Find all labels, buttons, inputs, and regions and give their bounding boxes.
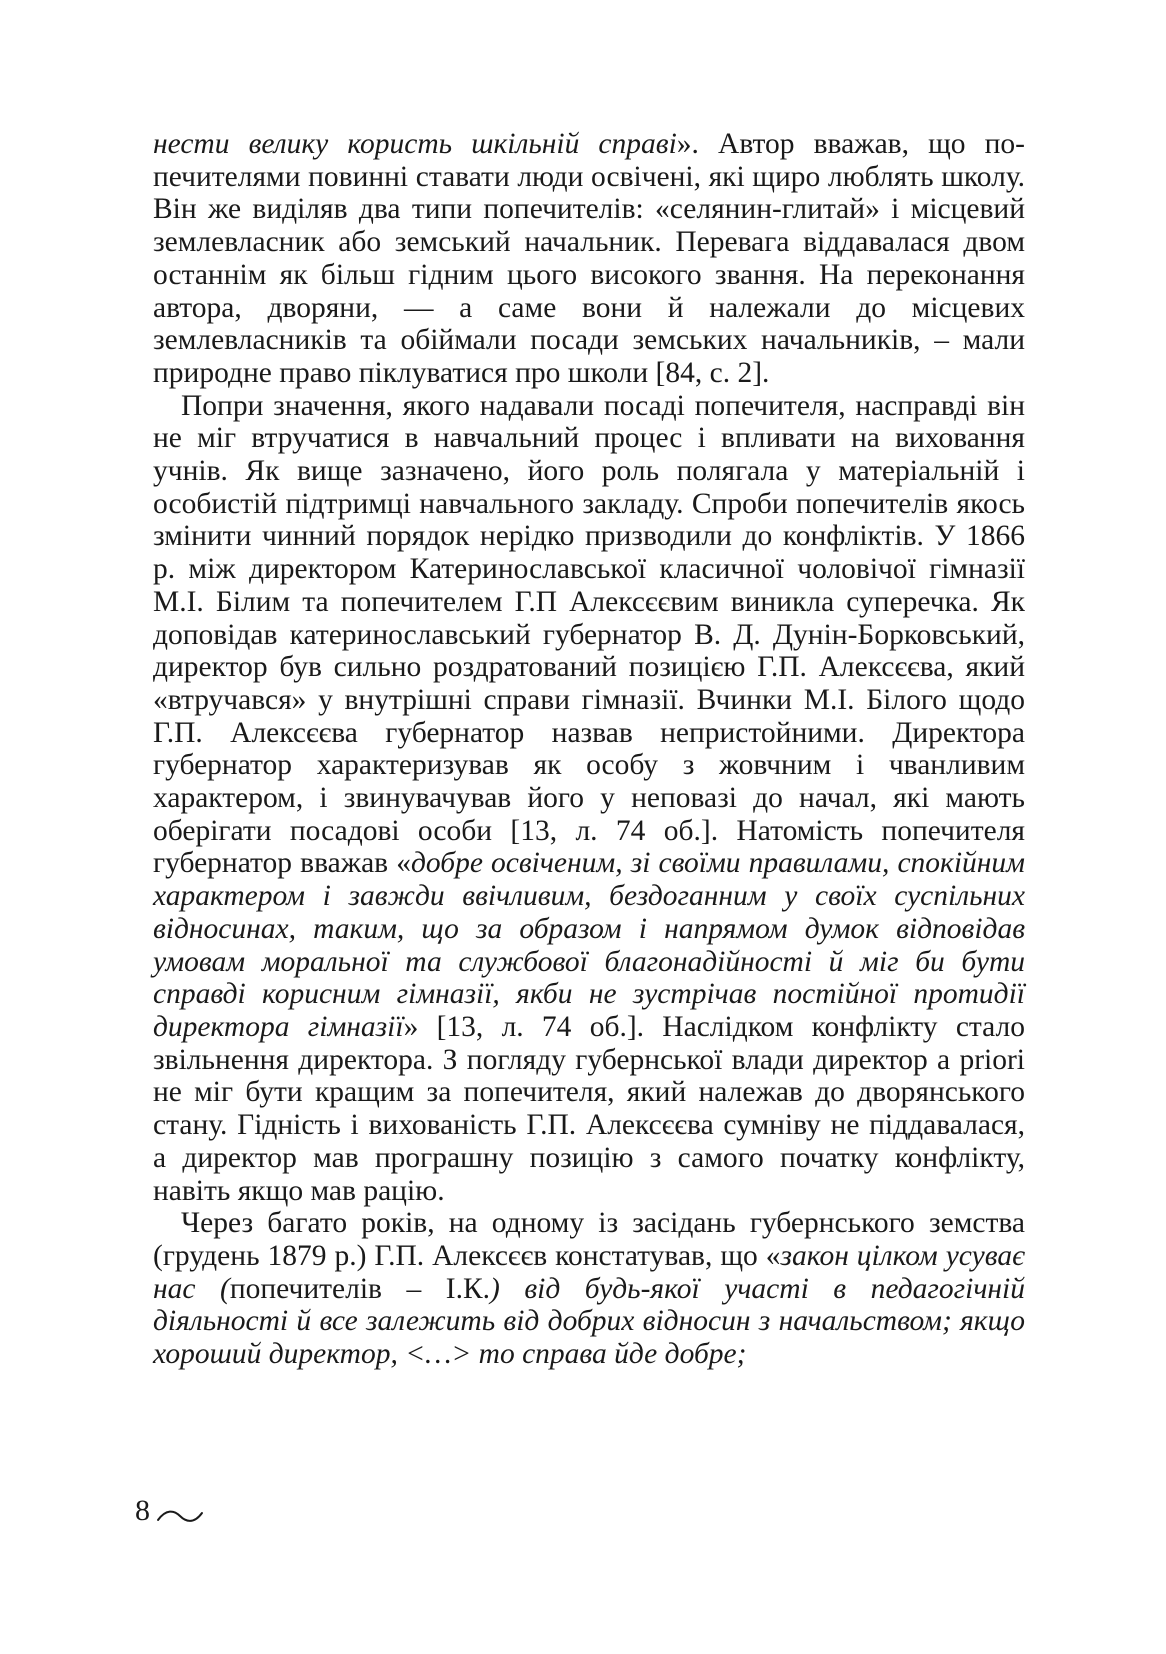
paragraph-3-run-1: Через багато років, на одному із засідань губернського земства (грудень 1879 р.) Г.П. Алексєєв констатував, що « (153, 1207, 1025, 1272)
tilde-icon (156, 1501, 204, 1521)
page-footer (135, 1494, 204, 1528)
paragraph-2 (153, 390, 1025, 1208)
page-body (153, 128, 1025, 1371)
paragraph-3 (153, 1207, 1025, 1371)
paragraph-1-run-1: нести велику користь шкільній справі (153, 128, 677, 160)
paragraph-3-run-3: попечителів – І.К. (229, 1272, 490, 1305)
paragraph-3-run-4-quote: ) від будь-якої участі в педагогічній діяльності й все залежить від добрих відносин з начальством; якщо хороший директор, <…> то справа йде добре; (153, 1272, 1025, 1371)
paragraph-3-run-2-quote: закон цілком усуває нас ( (153, 1239, 1025, 1305)
paragraph-1-run-2: ». Автор вважав, що попечителями повинні ставати люди освічені, які щиро люблять школу. Він же виділяв два типи попечителів: «селянин-глитай» і місцевий землевласник або земський начальник. Перевага віддавалася двом останнім як більш гідним цього високого звання. На переконання автора, дворяни, — а саме вони й належали до місцевих землевласників та обіймали посади земських начальників, – мали природне право піклуватися про школи [84, с. 2]. (153, 128, 1025, 389)
paragraph-1 (153, 128, 1025, 390)
paragraph-2-run-2-quote: добре освіченим, зі своїми правилами, спокійним характером і завжди ввічливим, бездоганним у своїх суспільних відносинах, таким, що за образом і напрямом думок відповідав умовам моральної та службової благонадійності й міг би бути справді корисним гімназії, якби не зустрічав постійної протидії директора гімназії (153, 847, 1025, 1043)
page-number: 8 (135, 1494, 150, 1527)
paragraph-2-run-3: » [13, л. 74 об.]. Наслідком конфлікту стало звільнення директора. З погляду губернської влади директор a priori не міг бути кращим за попечителя, який належав до дворянського стану. Гідність і вихованість Г.П. Алексєєва сумніву не піддавалася, а директор мав програшну позицію з самого початку конфлікту, навіть якщо мав рацію. (153, 1010, 1025, 1207)
paragraph-2-run-1: Попри значення, якого надавали посаді попечителя, насправді він не міг втручатися в навчальний процес і впливати на виховання учнів. Як вище зазначено, його роль полягала у матеріальній і особистій підтримці навчального закладу. Спроби попечителів якось змінити чинний порядок нерідко призводили до конфліктів. У 1866 р. між директором Катеринославської класичної чоловічої гімназії М.І. Білим та попечителем Г.П Алексєєвим виникла суперечка. Як доповідав катеринославський губернатор В. Д. Дунін-Борковський, директор був сильно роздратований позицією Г.П. Алексєєва, який «втручався» у внутрішні справи гімназії. Вчинки М.І. Білого щодо Г.П. Алексєєва губернатор назвав непристойними. Директора губернатор характеризував як особу з жовчним і чванливим характером, і звинувачував його у неповазі до начал, які мають оберігати посадові особи [13, л. 74 об.]. Натомість попечителя губернатор вважав « (153, 389, 1025, 880)
